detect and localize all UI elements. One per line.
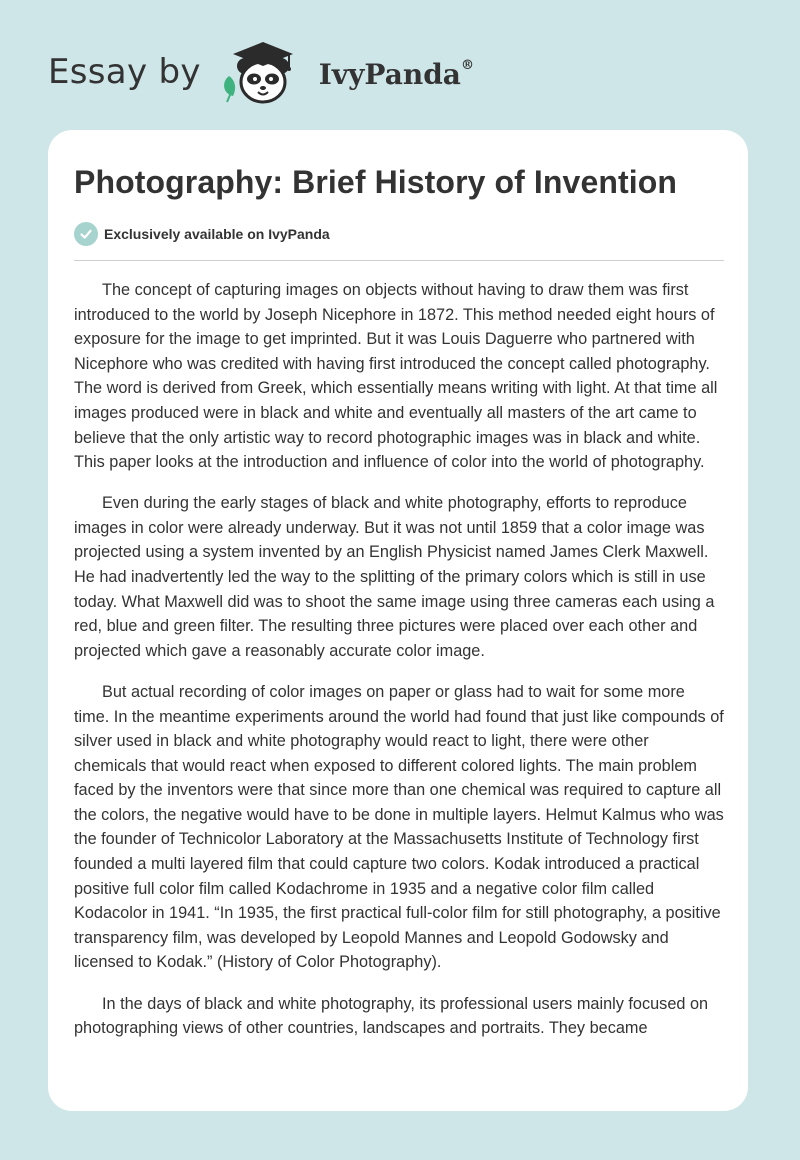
page-title: Photography: Brief History of Invention xyxy=(74,164,678,200)
paragraph: In the days of black and white photography, its professional users mainly focused on photographing views of other countries, landscapes and portraits. They became xyxy=(74,994,709,1038)
check-icon xyxy=(74,222,98,246)
paragraph: Even during the early stages of black and white photography, efforts to reproduce images in color were already underway. But it was not until 1859 that a color image was projected using a system invented by an English Physicist named James Clerk Maxwell. He had inadvertently led the way to the splitting of the primary colors which is still in use today. What Maxwell did was to shoot the same image using three cameras each using a red, blue and green filter. The resulting three pictures were placed over each other and projected which gave a reasonably accurate color image. xyxy=(74,494,715,660)
paragraph: The concept of capturing images on objects without having to draw them was first introduced to the world by Joseph Nicephore in 1872. This method needed eight hours of exposure for the image to get imprinted. But it was Louis Daguerre who partnered with Nicephore who was credited with having first introduced the concept called photography. The word is derived from Greek, which essentially means writing with light. At that time all images produced were in black and white and eventually all masters of the art came to believe that the only artistic way to record photographic images was in black and white. This paper looks at the introduction and influence of color into the world of photography. xyxy=(74,281,718,472)
essay-card xyxy=(48,130,748,1111)
trademark-symbol: ® xyxy=(460,58,474,74)
essay-body xyxy=(74,278,724,1057)
brand-header[interactable] xyxy=(48,36,474,108)
brand-name: IvyPanda® xyxy=(318,57,474,91)
exclusive-badge xyxy=(74,222,330,246)
panda-graduate-icon xyxy=(215,36,311,108)
paragraph: But actual recording of color images on paper or glass had to wait for some more time. In the meantime experiments around the world had found that just like compounds of silver used in black and white photography would react to light, there were other chemicals that would react when exposed to different colored lights. The main problem faced by the inventors were that since more than one chemical was required to capture all the colors, the negative would have to be done in multiple layers. Helmut Kalmus who was the founder of Technicolor Laboratory at the Massachusetts Institute of Technology first founded a multi layered film that could capture two colors. Kodak introduced a practical positive full color film called Kodachrome in 1935 and a negative color film called Kodacolor in 1941. “In 1935, the first practical full-color film for still photography, a positive transparency film, was developed by Leopold Mannes and Leopold Godowsky and licensed to Kodak.” (History of Color Photography). xyxy=(74,682,724,972)
brand-prefix: Essay by xyxy=(48,52,201,92)
divider xyxy=(74,260,724,261)
badge-label: Exclusively available on IvyPanda xyxy=(104,226,330,242)
